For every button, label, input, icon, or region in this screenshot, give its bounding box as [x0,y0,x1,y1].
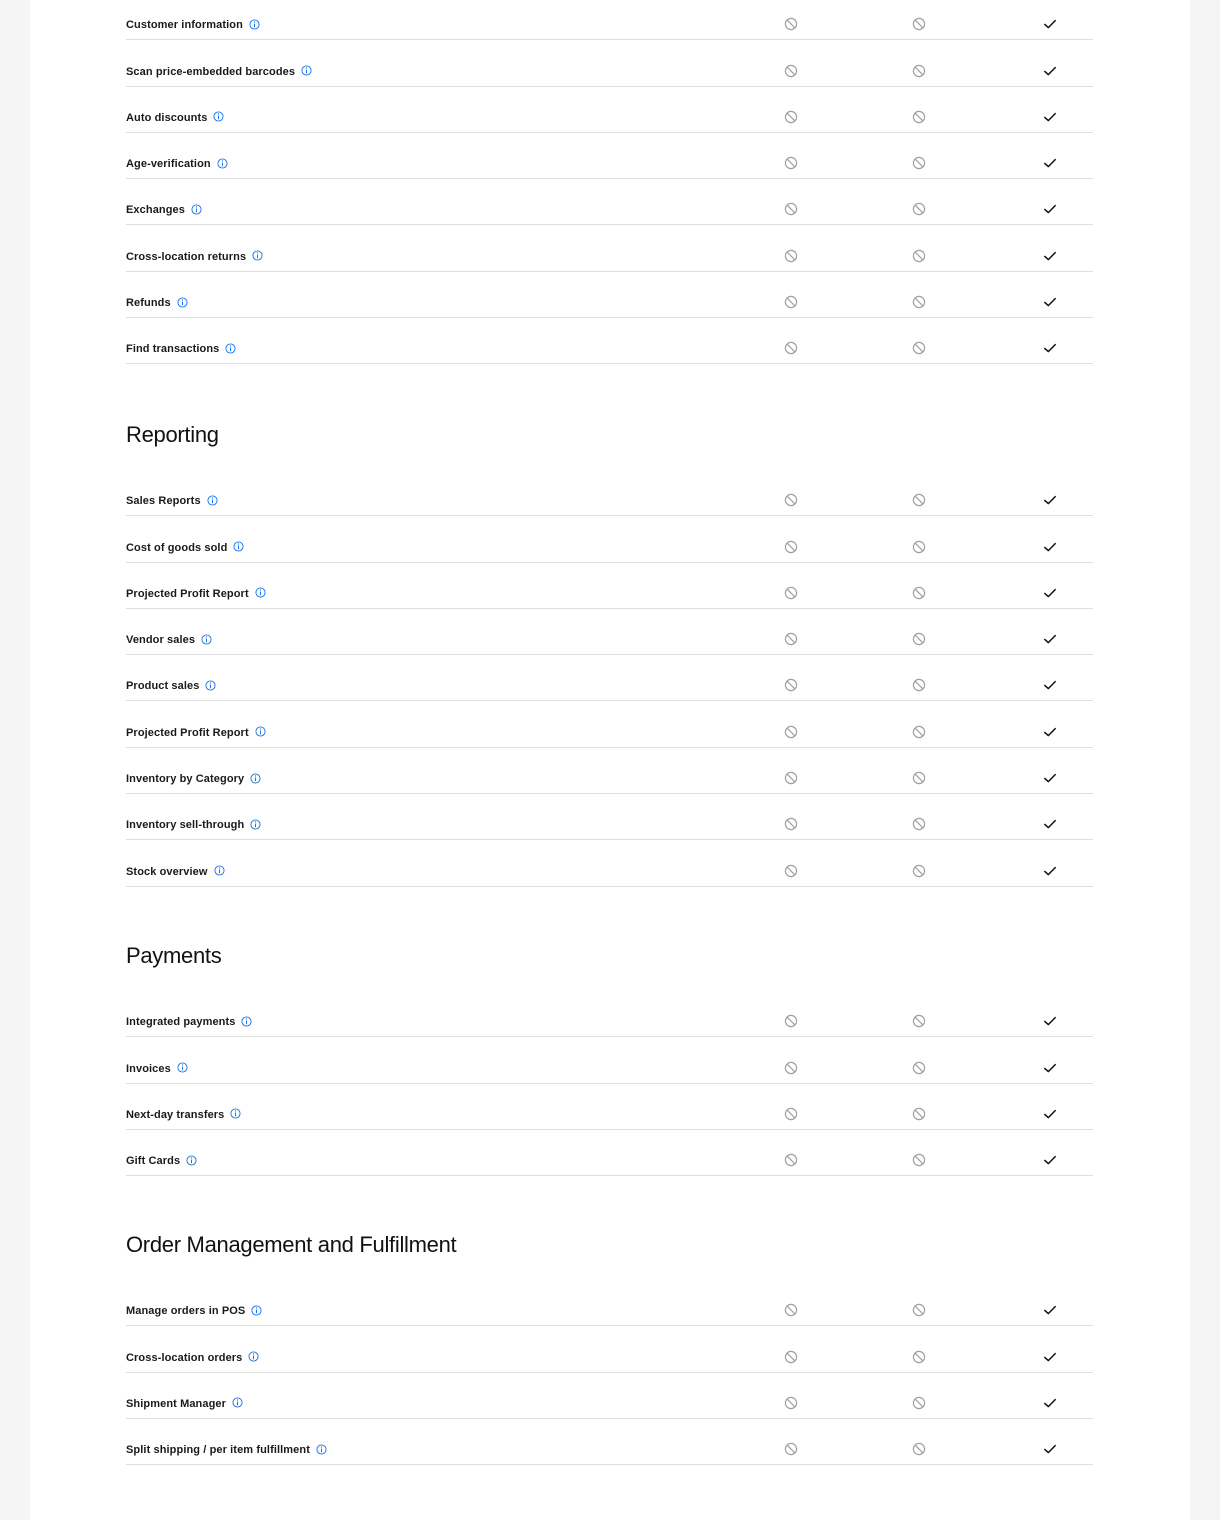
feature-row [126,40,1093,86]
info-icon[interactable] [233,541,244,552]
feature-row [126,133,1093,179]
checkmark-icon [1043,771,1057,785]
prohibited-icon [912,864,926,878]
prohibited-icon [912,1442,926,1456]
prohibited-icon [912,156,926,170]
feature-label [126,343,236,355]
info-icon[interactable] [207,495,218,506]
section-title: Payments [126,943,222,968]
feature-label-text: Refunds [126,297,171,310]
checkmark-icon [1043,586,1057,600]
prohibited-icon [784,1303,798,1317]
feature-row [126,1419,1093,1465]
prohibited-icon [784,493,798,507]
prohibited-icon [784,156,798,170]
feature-row [126,1130,1093,1176]
section-title: Reporting [126,422,219,447]
feature-label-text: Projected Profit Report [126,587,249,600]
prohibited-icon [784,1014,798,1028]
feature-row [126,318,1093,364]
prohibited-icon [784,341,798,355]
prohibited-icon [912,17,926,31]
prohibited-icon [784,1396,798,1410]
checkmark-icon [1043,156,1057,170]
feature-label-text: Age-verification [126,158,211,171]
checkmark-icon [1043,817,1057,831]
prohibited-icon [912,295,926,309]
feature-row [126,1373,1093,1419]
checkmark-icon [1043,678,1057,692]
info-icon[interactable] [186,1155,197,1166]
feature-label [126,19,260,31]
checkmark-icon [1043,493,1057,507]
feature-label-text: Scan price-embedded barcodes [126,65,296,78]
feature-row [126,1037,1093,1083]
feature-row [126,179,1093,225]
feature-row [126,225,1093,271]
prohibited-icon [912,1153,926,1167]
checkmark-icon [1043,1396,1057,1410]
feature-label [126,1016,252,1028]
prohibited-icon [784,771,798,785]
prohibited-icon [784,540,798,554]
feature-label-text: Invoices [126,1062,171,1075]
feature-label-text: Gift Cards [126,1155,181,1168]
prohibited-icon [912,249,926,263]
prohibited-icon [784,1153,798,1167]
checkmark-icon [1043,540,1057,554]
prohibited-icon [784,1107,798,1121]
feature-label-text: Vendor sales [126,634,196,647]
feature-label [126,1352,259,1364]
info-icon[interactable] [214,865,225,876]
info-icon[interactable] [217,158,228,169]
feature-label-text: Auto discounts [126,111,208,124]
prohibited-icon [912,1350,926,1364]
feature-label-text: Split shipping / per item fulfillment [126,1444,310,1457]
feature-section [126,470,1093,887]
prohibited-icon [912,1396,926,1410]
feature-row [126,794,1093,840]
prohibited-icon [912,202,926,216]
checkmark-icon [1043,341,1057,355]
feature-label [126,66,312,78]
feature-label-text: Stock overview [126,865,208,878]
feature-label [126,1305,262,1317]
feature-label [126,588,266,600]
section-title: Order Management and Fulfillment [126,1232,457,1257]
prohibited-icon [912,540,926,554]
feature-label-text: Exchanges [126,204,185,217]
feature-label [126,634,212,646]
info-icon[interactable] [201,634,212,645]
prohibited-icon [912,1303,926,1317]
feature-label [126,866,225,878]
prohibited-icon [912,771,926,785]
prohibited-icon [784,725,798,739]
info-icon[interactable] [250,819,261,830]
prohibited-icon [784,1442,798,1456]
prohibited-icon [912,678,926,692]
feature-row [126,87,1093,133]
checkmark-icon [1043,632,1057,646]
feature-row [126,701,1093,747]
checkmark-icon [1043,202,1057,216]
feature-label [126,297,188,309]
feature-section [126,0,1093,364]
feature-label [126,542,244,554]
prohibited-icon [912,64,926,78]
feature-label [126,1398,243,1410]
feature-row [126,748,1093,794]
prohibited-icon [784,632,798,646]
feature-label-text: Inventory by Category [126,773,245,786]
checkmark-icon [1043,1153,1057,1167]
prohibited-icon [784,17,798,31]
feature-label [126,727,266,739]
prohibited-icon [784,110,798,124]
info-icon[interactable] [232,1397,243,1408]
prohibited-icon [912,817,926,831]
feature-label-text: Find transactions [126,343,220,356]
prohibited-icon [912,110,926,124]
prohibited-icon [912,586,926,600]
prohibited-icon [784,249,798,263]
prohibited-icon [784,64,798,78]
info-icon[interactable] [255,587,266,598]
feature-label [126,1109,241,1121]
prohibited-icon [784,1061,798,1075]
feature-label [126,1444,327,1456]
prohibited-icon [784,295,798,309]
info-icon[interactable] [252,250,263,261]
checkmark-icon [1043,864,1057,878]
prohibited-icon [784,586,798,600]
checkmark-icon [1043,1107,1057,1121]
info-icon[interactable] [301,65,312,76]
feature-row [126,0,1093,40]
feature-section [126,991,1093,1176]
feature-label [126,1155,197,1167]
prohibited-icon [912,1107,926,1121]
info-icon[interactable] [230,1108,241,1119]
info-icon[interactable] [213,111,224,122]
feature-label-text: Next-day transfers [126,1108,225,1121]
feature-row [126,1084,1093,1130]
info-icon[interactable] [316,1444,327,1455]
info-icon[interactable] [225,343,236,354]
checkmark-icon [1043,295,1057,309]
feature-label [126,158,228,170]
prohibited-icon [912,725,926,739]
checkmark-icon [1043,1061,1057,1075]
checkmark-icon [1043,1303,1057,1317]
feature-label-text: Shipment Manager [126,1397,227,1410]
info-icon[interactable] [241,1016,252,1027]
feature-label-text: Integrated payments [126,1016,236,1029]
feature-label [126,1063,188,1075]
checkmark-icon [1043,249,1057,263]
prohibited-icon [784,202,798,216]
info-icon[interactable] [251,1305,262,1316]
prohibited-icon [784,1350,798,1364]
feature-label [126,251,263,263]
prohibited-icon [912,632,926,646]
checkmark-icon [1043,1350,1057,1364]
info-icon[interactable] [191,204,202,215]
feature-label-text: Sales Reports [126,495,201,508]
prohibited-icon [784,817,798,831]
feature-row [126,272,1093,318]
feature-label-text: Cross-location returns [126,250,247,263]
feature-row [126,1280,1093,1326]
info-icon[interactable] [255,726,266,737]
info-icon[interactable] [205,680,216,691]
info-icon[interactable] [249,19,260,30]
feature-label-text: Product sales [126,680,200,693]
feature-label-text: Projected Profit Report [126,726,249,739]
feature-row [126,655,1093,701]
feature-label-text: Customer information [126,19,243,32]
checkmark-icon [1043,1014,1057,1028]
feature-label-text: Inventory sell-through [126,819,245,832]
page [30,0,1190,1520]
info-icon[interactable] [177,297,188,308]
info-icon[interactable] [250,773,261,784]
feature-label [126,495,218,507]
prohibited-icon [912,1061,926,1075]
feature-label-text: Manage orders in POS [126,1305,246,1318]
checkmark-icon [1043,17,1057,31]
feature-row [126,991,1093,1037]
feature-label [126,773,261,785]
feature-label [126,204,202,216]
feature-section [126,1280,1093,1465]
feature-label [126,112,224,124]
feature-row [126,516,1093,562]
feature-row [126,840,1093,886]
prohibited-icon [912,493,926,507]
prohibited-icon [784,864,798,878]
info-icon[interactable] [177,1062,188,1073]
prohibited-icon [912,1014,926,1028]
prohibited-icon [912,341,926,355]
feature-row [126,563,1093,609]
feature-row [126,470,1093,516]
checkmark-icon [1043,725,1057,739]
feature-label [126,819,261,831]
checkmark-icon [1043,110,1057,124]
info-icon[interactable] [248,1351,259,1362]
checkmark-icon [1043,1442,1057,1456]
feature-label-text: Cost of goods sold [126,541,228,554]
prohibited-icon [784,678,798,692]
feature-row [126,609,1093,655]
checkmark-icon [1043,64,1057,78]
feature-label-text: Cross-location orders [126,1351,243,1364]
feature-row [126,1326,1093,1372]
feature-label [126,680,216,692]
